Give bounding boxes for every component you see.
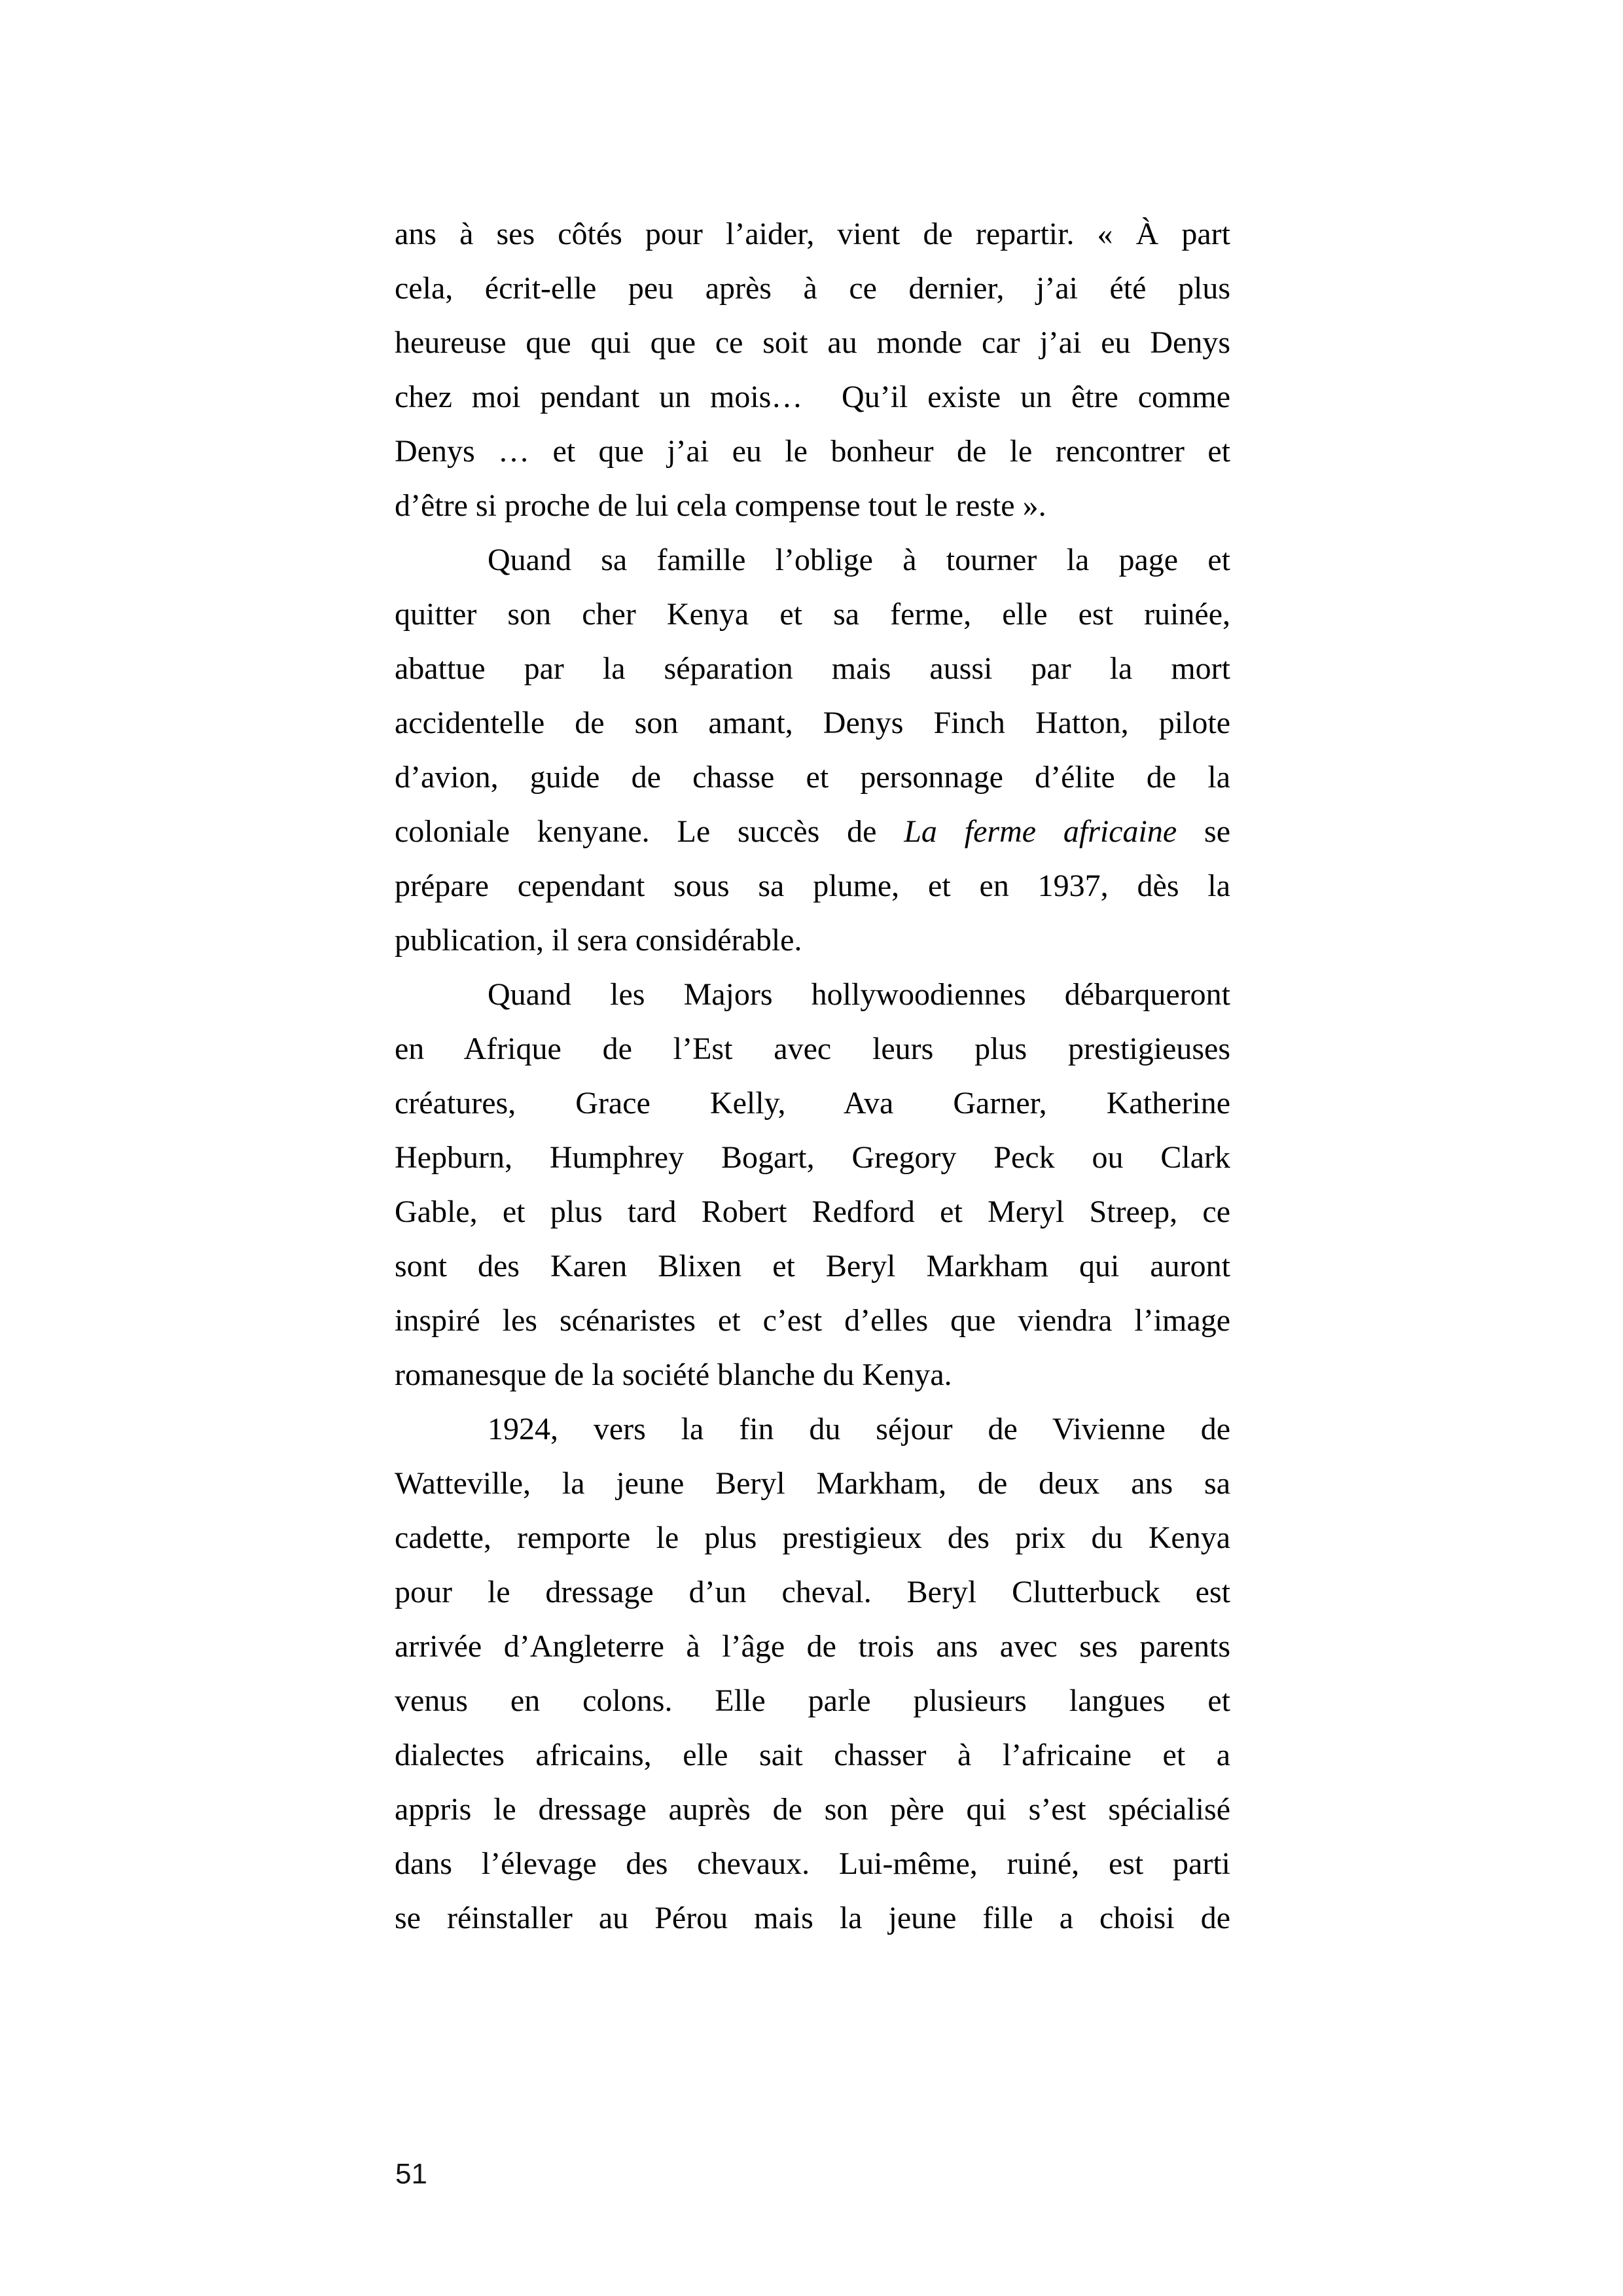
page-number: 51 xyxy=(395,2158,427,2190)
text-line: venus en colons. Elle parle plusieurs langues et xyxy=(395,1683,1230,1718)
italic-book-title: La ferme africaine xyxy=(904,814,1177,849)
text-line: Hepburn, Humphrey Bogart, Gregory Peck ou Clark xyxy=(395,1140,1230,1175)
text-line: créatures, Grace Kelly, Ava Garner, Katherine xyxy=(395,1086,1230,1121)
text-line: Gable, et plus tard Robert Redford et Meryl Streep, ce xyxy=(395,1194,1230,1229)
text-segment: se xyxy=(1177,814,1230,849)
text-line: Watteville, la jeune Beryl Markham, de deux ans sa xyxy=(395,1466,1230,1501)
text-line: Quand sa famille l’oblige à tourner la page et xyxy=(488,543,1230,577)
text-line: sont des Karen Blixen et Beryl Markham qui auront xyxy=(395,1249,1230,1283)
text-line: d’avion, guide de chasse et personnage d’élite de la xyxy=(395,760,1230,795)
text-line: dans l’élevage des chevaux. Lui-même, ruiné, est parti xyxy=(395,1846,1230,1881)
paragraph-4 xyxy=(395,1402,1230,1945)
text-segment: coloniale kenyane. Le succès de xyxy=(395,814,904,849)
text-line: abattue par la séparation mais aussi par la mort xyxy=(395,651,1230,686)
text-line: romanesque de la société blanche du Kenya. xyxy=(395,1357,952,1392)
text-line: arrivée d’Angleterre à l’âge de trois ans avec ses parents xyxy=(395,1629,1230,1664)
text-line: quitter son cher Kenya et sa ferme, elle est ruinée, xyxy=(395,597,1230,632)
text-line: d’être si proche de lui cela compense tout le reste ». xyxy=(395,488,1046,523)
text-line: publication, il sera considérable. xyxy=(395,923,802,958)
text-line xyxy=(395,804,1230,859)
text-line: inspiré les scénaristes et c’est d’elles que viendra l’image xyxy=(395,1303,1230,1338)
text-line: prépare cependant sous sa plume, et en 1937, dès la xyxy=(395,869,1230,903)
text-line: Denys … et que j’ai eu le bonheur de le rencontrer et xyxy=(395,434,1230,469)
text-line: cela, écrit-elle peu après à ce dernier, j’ai été plus xyxy=(395,271,1230,306)
text-line: pour le dressage d’un cheval. Beryl Clutterbuck est xyxy=(395,1575,1230,1609)
text-line: dialectes africains, elle sait chasser à l’africaine et a xyxy=(395,1738,1230,1772)
paragraph-1 xyxy=(395,207,1230,533)
paragraph-2 xyxy=(395,533,1230,967)
text-line: accidentelle de son amant, Denys Finch Hatton, pilote xyxy=(395,706,1230,740)
paragraph-3 xyxy=(395,967,1230,1402)
body-text xyxy=(395,207,1230,1945)
text-line: heureuse que qui que ce soit au monde car j’ai eu Denys xyxy=(395,325,1230,360)
text-line: ans à ses côtés pour l’aider, vient de repartir. « À part xyxy=(395,217,1230,251)
text-line: 1924, vers la fin du séjour de Vivienne de xyxy=(488,1412,1230,1446)
text-line: Quand les Majors hollywoodiennes débarqueront xyxy=(488,977,1230,1012)
text-line: se réinstaller au Pérou mais la jeune fille a choisi de xyxy=(395,1901,1230,1935)
text-line: en Afrique de l’Est avec leurs plus prestigieuses xyxy=(395,1031,1230,1066)
text-line: appris le dressage auprès de son père qui s’est spécialisé xyxy=(395,1792,1230,1827)
text-line: cadette, remporte le plus prestigieux des prix du Kenya xyxy=(395,1520,1230,1555)
text-line: chez moi pendant un mois… Qu’il existe un être comme xyxy=(395,380,1230,414)
